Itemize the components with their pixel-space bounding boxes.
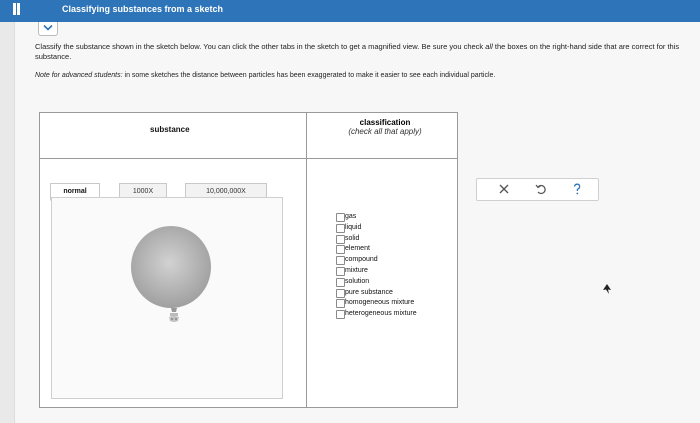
close-icon[interactable] bbox=[497, 182, 511, 196]
instructions bbox=[35, 42, 680, 62]
checkbox[interactable] bbox=[336, 267, 345, 276]
option-label: solution bbox=[345, 277, 370, 285]
undo-icon[interactable] bbox=[534, 182, 548, 196]
sketch-area bbox=[51, 197, 283, 399]
instructions-text: Classify the substance shown in the sketch below. You can click the other tabs in the sketch to get a magnified view. Be sure you check bbox=[35, 42, 486, 51]
option-label: gas bbox=[345, 213, 357, 220]
checkbox[interactable] bbox=[336, 245, 345, 254]
note-label: Note for advanced students: bbox=[35, 72, 123, 79]
instructions-text-end: the boxes on the right-hand side that are correct for this substance. bbox=[35, 42, 680, 61]
option-label: heterogeneous mixture bbox=[345, 310, 417, 318]
option-label: liquid bbox=[345, 223, 362, 231]
classification-table bbox=[39, 112, 458, 408]
collapse-button[interactable] bbox=[38, 22, 58, 36]
classification-title: classification bbox=[359, 118, 411, 127]
option-label: mixture bbox=[345, 266, 368, 274]
header-divider bbox=[40, 158, 457, 159]
help-icon[interactable] bbox=[570, 182, 584, 196]
option-label: pure substance bbox=[345, 288, 393, 296]
tab-1000x[interactable]: 1000X bbox=[119, 183, 167, 201]
cursor-icon bbox=[603, 284, 611, 294]
checkbox[interactable] bbox=[336, 256, 345, 265]
option-label: homogeneous mixture bbox=[345, 299, 415, 307]
option-label: solid bbox=[345, 234, 360, 242]
checkbox[interactable] bbox=[336, 235, 345, 244]
balloon-image bbox=[131, 226, 211, 308]
app-title: Classifying substances from a sketch bbox=[62, 4, 224, 14]
tab-10000000x[interactable]: 10,000,000X bbox=[185, 183, 267, 201]
tab-normal[interactable]: normal bbox=[50, 183, 100, 201]
question-panel bbox=[14, 22, 700, 423]
substance-header: substance bbox=[150, 125, 190, 134]
checkbox[interactable] bbox=[336, 224, 345, 233]
note-text: in some sketches the distance between particles has been exaggerated to make it easier to see each individual particle. bbox=[122, 72, 496, 79]
checkbox[interactable] bbox=[336, 213, 345, 222]
advanced-note bbox=[35, 72, 680, 79]
option-label: compound bbox=[345, 256, 378, 264]
checkbox[interactable] bbox=[336, 299, 345, 308]
app-header bbox=[0, 0, 700, 22]
classification-subtitle: (check all that apply) bbox=[348, 127, 422, 136]
instructions-emphasis: all bbox=[485, 42, 493, 51]
checkbox[interactable] bbox=[336, 310, 345, 319]
chevron-down-icon bbox=[43, 24, 53, 32]
option-label: element bbox=[345, 245, 370, 253]
answer-actions bbox=[476, 178, 599, 201]
menu-icon[interactable] bbox=[8, 3, 24, 19]
checkbox[interactable] bbox=[336, 289, 345, 298]
checkbox[interactable] bbox=[336, 278, 345, 287]
balloon-knot-icon bbox=[167, 308, 181, 324]
classification-header bbox=[330, 118, 440, 136]
